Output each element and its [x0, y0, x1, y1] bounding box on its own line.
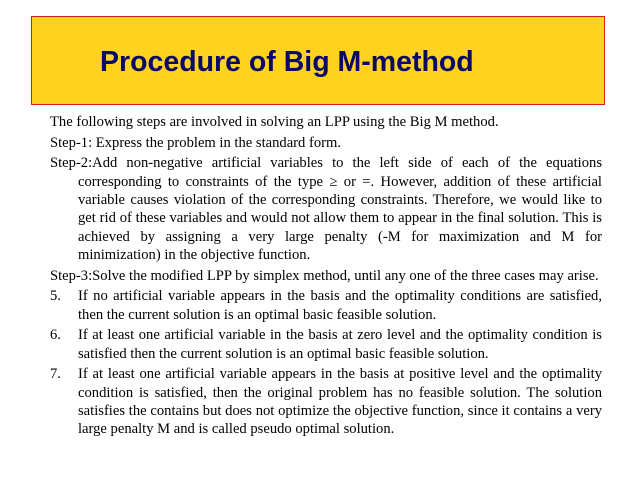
- list-item-text: If at least one artificial variable appears in the basis at positive level and the optimality condition is satisfied, then the original problem has no feasible solution. The solution satisfies the contains but does not optimize the objective function, since it contains a very large penalty M and is called pseudo optimal solution.: [78, 366, 602, 438]
- intro-text: The following steps are involved in solving an LPP using the Big M method.: [50, 114, 499, 130]
- step-1: Step-1: Express the problem in the standard form.: [50, 134, 341, 151]
- step-3: Step-3:Solve the modified LPP by simplex method, until any one of the three cases may arise.: [50, 267, 599, 284]
- list-item-text: If at least one artificial variable in the basis at zero level and the optimality condition is satisfied then the current solution is an optimal basic feasible solution.: [78, 327, 602, 362]
- list-item-text: If no artificial variable appears in the basis and the optimality conditions are satisfied, then the current solution is an optimal basic feasible solution.: [78, 288, 602, 323]
- slide-title: Procedure of Big M-method: [100, 46, 474, 78]
- list-item-number: 5.: [50, 288, 61, 305]
- step-2: Step-2:Add non-negative artificial variables to the left side of each of the equations corresponding to constraints of the type ≥ or =. However, addition of these artificial variable causes violation of the corresponding constraints. Therefore, we would like to get rid of these variables and would not allow them to appear in the final solution. This is achieved by assigning a very large penalty (-M for maximization and M for minimization) in the objective function.: [50, 155, 602, 263]
- list-item-number: 7.: [50, 366, 61, 383]
- list-item: [50, 287, 602, 324]
- list-item-number: 6.: [50, 327, 61, 344]
- list-item: [50, 365, 602, 438]
- list-item: [50, 326, 602, 363]
- slide-body: [50, 113, 602, 441]
